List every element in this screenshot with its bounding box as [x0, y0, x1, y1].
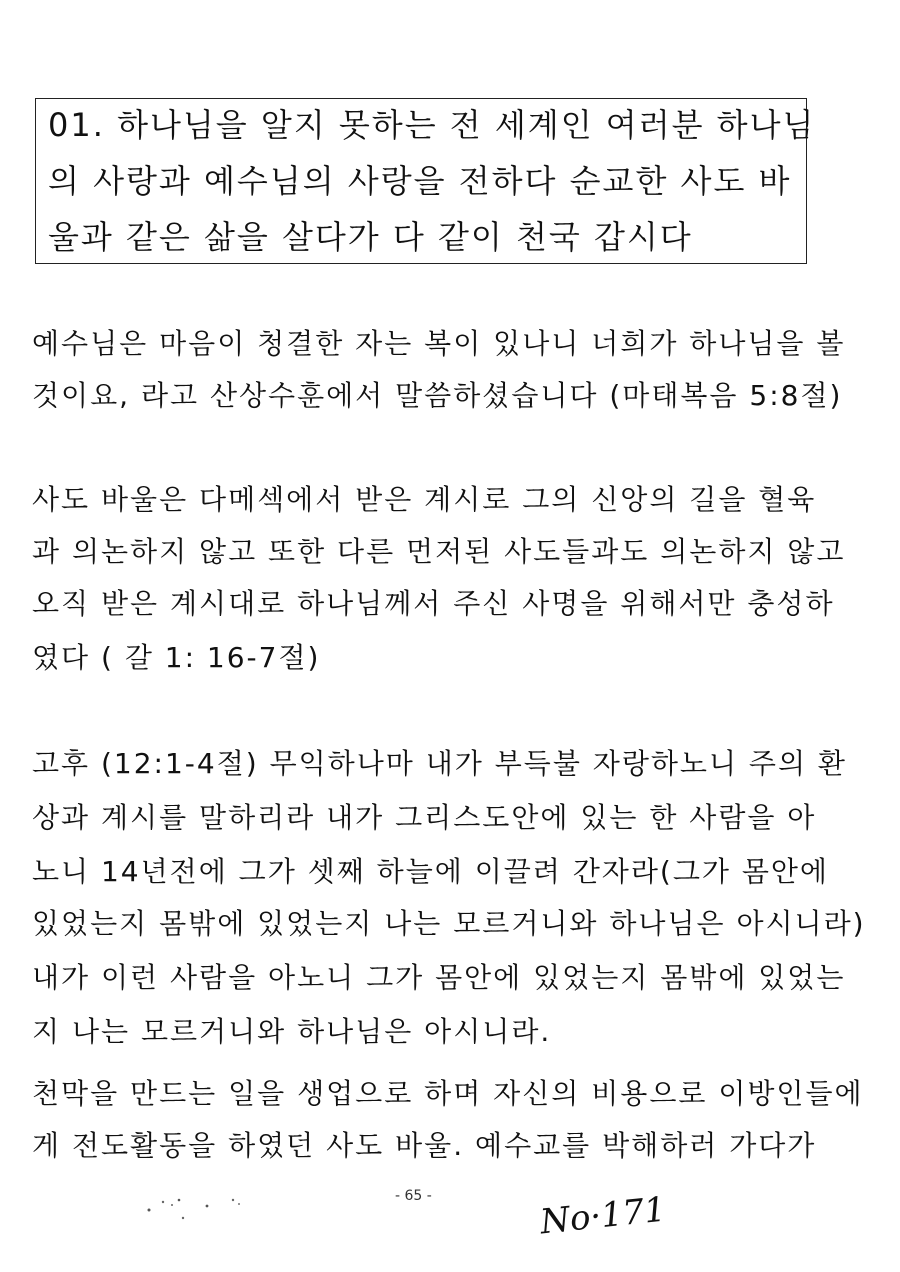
title-line: 의 사랑과 예수님의 사랑을 전하다 순교한 사도 바 — [48, 162, 792, 200]
text-line: 상과 계시를 말하리라 내가 그리스도안에 있는 한 사람을 아 — [32, 801, 817, 834]
text-line: 지 나는 모르거니와 하나님은 아시니라. — [32, 1015, 552, 1048]
text-line: 게 전도활동을 하였던 사도 바울. 예수교를 박해하러 가다가 — [32, 1129, 817, 1162]
title-box — [35, 98, 816, 264]
text-line: 과 의논하지 않고 또한 다른 먼저된 사도들과도 의논하지 않고 — [32, 535, 846, 568]
text-line: 오직 받은 계시대로 하나님께서 주신 사명을 위해서만 충성하 — [32, 587, 835, 620]
text-line: 고후 (12:1-4절) 무익하나마 내가 부득불 자랑하노니 주의 환 — [32, 747, 847, 780]
text-line: 노니 14년전에 그가 셋째 하늘에 이끌려 간자라(그가 몸안에 — [32, 855, 829, 888]
text-line: 있었는지 몸밖에 있었는지 나는 모르거니와 하나님은 아시니라) — [32, 907, 866, 940]
text-line: 내가 이런 사람을 아노니 그가 몸안에 있었는지 몸밖에 있었는 — [32, 961, 846, 994]
page-number: - 65 - — [395, 1188, 432, 1204]
scan-smudge-marks — [145, 1196, 255, 1224]
handwritten-document-number: No·171 — [538, 1189, 668, 1243]
title-line: 울과 같은 삶을 살다가 다 같이 천국 갑시다 — [48, 218, 693, 256]
text-line: 예수님은 마음이 청결한 자는 복이 있나니 너희가 하나님을 볼 — [32, 327, 846, 360]
text-line: 천막을 만드는 일을 생업으로 하며 자신의 비용으로 이방인들에 — [32, 1077, 864, 1110]
text-line: 사도 바울은 다메섹에서 받은 계시로 그의 신앙의 길을 혈육 — [32, 483, 817, 516]
text-line: 였다 ( 갈 1: 16-7절) — [32, 641, 321, 674]
title-line: 01. 하나님을 알지 못하는 전 세계인 여러분 하나님 — [48, 106, 816, 144]
text-line: 것이요, 라고 산상수훈에서 말씀하셨습니다 (마태복음 5:8절) — [32, 379, 843, 412]
